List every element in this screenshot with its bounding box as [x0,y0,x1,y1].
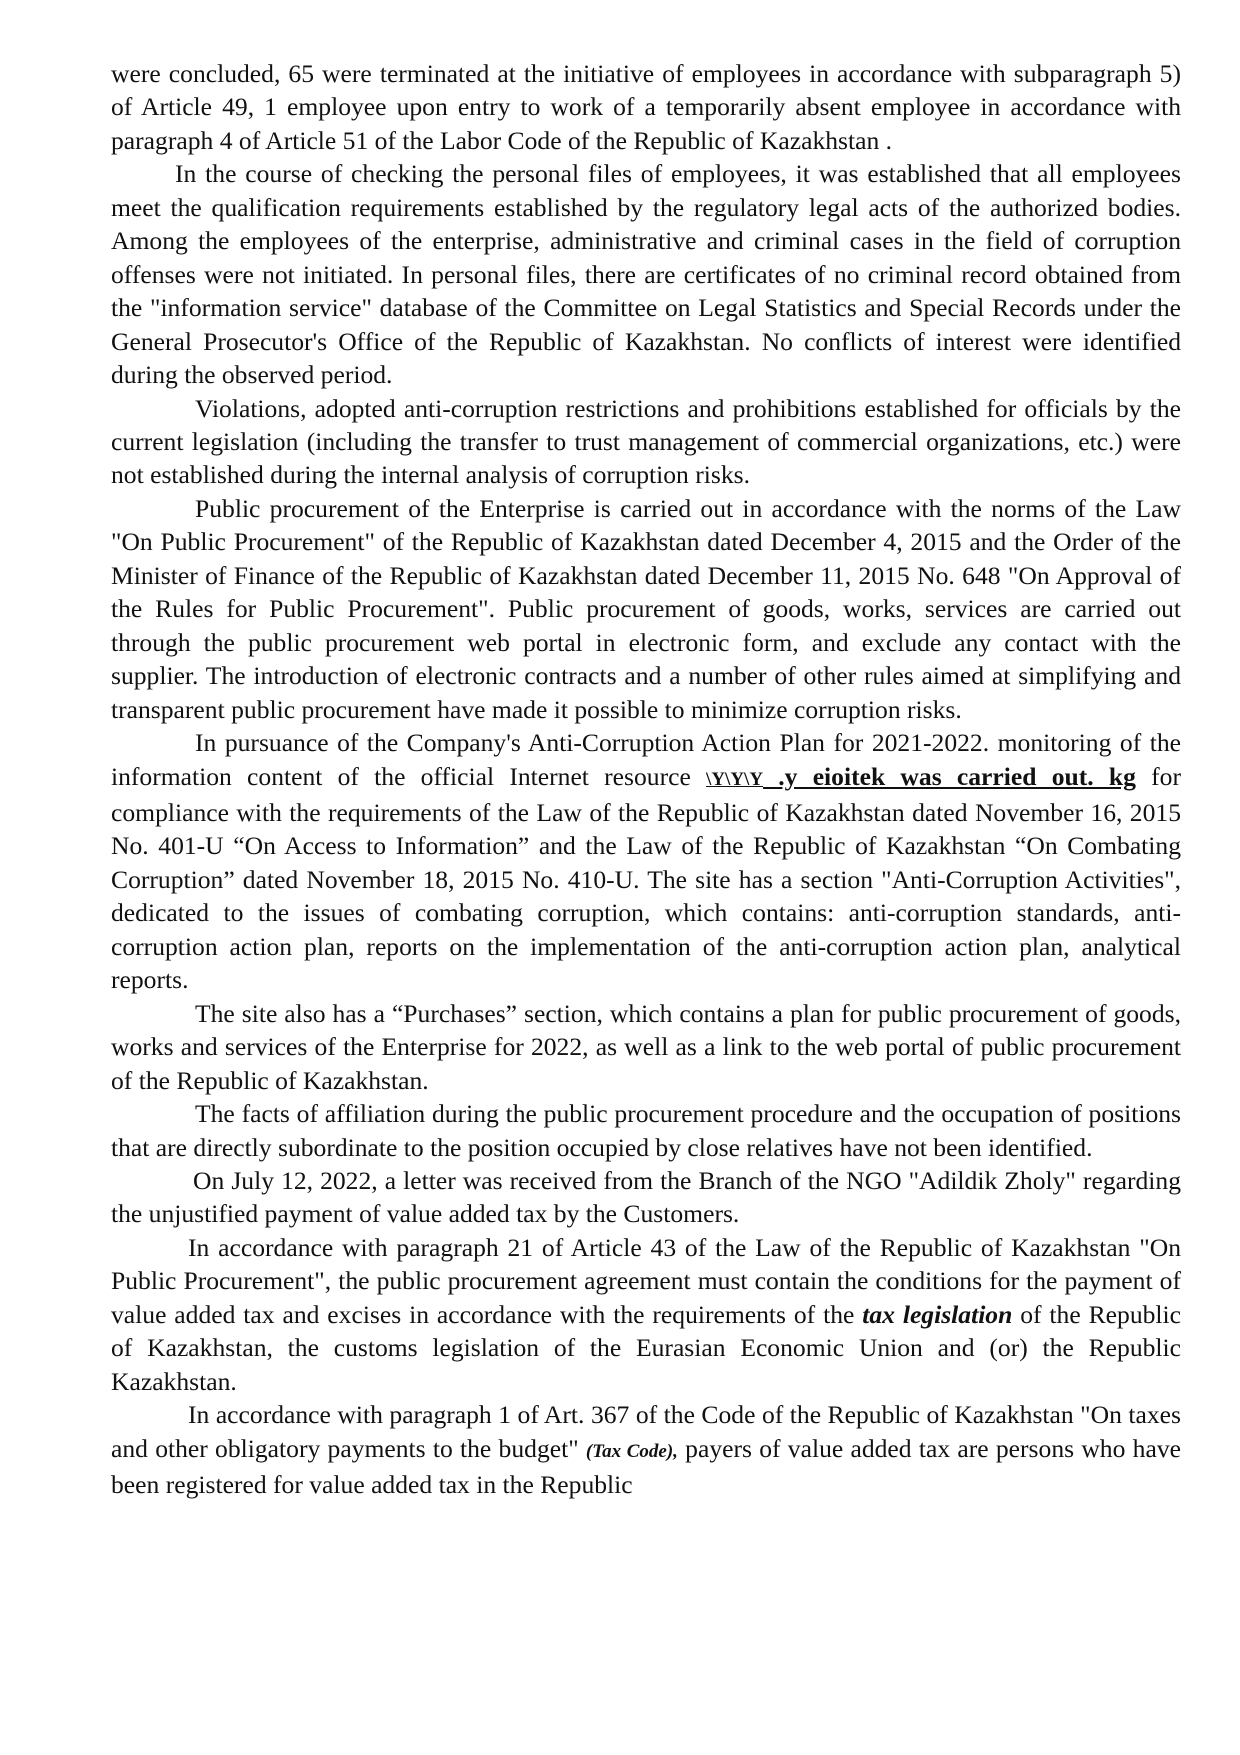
paragraph-website-monitoring [111,726,1181,997]
paragraph-ngo-letter: On July 12, 2022, a letter was received from the Branch of the NGO "Adildik Zholy" regarding the unjustified payment of value added tax by the Customers. [111,1165,1181,1229]
paragraph-procurement-agreement [111,1231,1181,1398]
paragraph-violations: Violations, adopted anti-corruption restrictions and prohibitions established for officials by the current legislation (including the transfer to trust management of commercial organizations, etc.) were not established during the internal analysis of corruption risks. [111,393,1181,490]
paragraph-purchases-section: The site also has a “Purchases” section, which contains a plan for public procurement of goods, works and services of the Enterprise for 2022, as well as a link to the web portal of public procurement of the Republic of Kazakhstan. [111,998,1181,1095]
document-page [111,57,1181,1501]
website-link[interactable]: .y eioitek was carried out. kg [763,761,1136,791]
paragraph-terminations: were concluded, 65 were terminated at the initiative of employees in accordance with subparagraph 5) of Article 49, 1 employee upon entry to work of a temporarily absent employee in accordance with paragraph 4 of Article 51 of the Labor Code of the Republic of Kazakhstan . [111,59,1181,155]
website-link-prefix[interactable]: \Y\Y\Y [706,768,764,790]
procurement-agreement-text-after: of the Republic of Kazakhstan, the customs legislation of the Eurasian Economic Union and (or) the Republic Kazakhstan. [111,1299,1181,1396]
procurement-agreement-text-before: In accordance with paragraph 21 of Article 43 of the Law of the Republic of Kazakhstan "On Public Procurement", the public procurement agreement must contain the conditions for the payment of value added tax and excises in accordance with the requirements of the [111,1232,1181,1329]
paragraph-public-procurement: Public procurement of the Enterprise is carried out in accordance with the norms of the Law "On Public Procurement" of the Republic of Kazakhstan dated December 4, 2015 and the Order of the Minister of Finance of the Republic of Kazakhstan dated December 11, 2015 No. 648 "On Approval of the Rules for Public Procurement". Public procurement of goods, works, services are carried out through the public procurement web portal in electronic form, and exclude any contact with the supplier. The introduction of electronic contracts and a number of other rules aimed at simplifying and transparent public procurement have made it possible to minimize corruption risks. [111,493,1181,724]
website-monitoring-text-after: for compliance with the requirements of the Law of the Republic of Kazakhstan dated November 16, 2015 No. 401-U “On Access to Information” and the Law of the Republic of Kazakhstan “On Combating Corruption” dated November 18, 2015 No. 410-U. The site has a section "Anti-Corruption Activities", dedicated to the issues of combating corruption, which contains: anti-corruption standards, anti-corruption action plan, reports on the implementation of the anti-corruption action plan, analytical reports. [111,761,1181,995]
paragraph-affiliation: The facts of affiliation during the public procurement procedure and the occupation of positions that are directly subordinate to the position occupied by close relatives have not been identified. [111,1099,1181,1162]
tax-legislation-emphasis: tax legislation [862,1299,1013,1329]
paragraph-personal-files: In the course of checking the personal files of employees, it was established that all employees meet the qualification requirements established by the regulatory legal acts of the authorized bodies. Among the employees of the enterprise, administrative and criminal cases in the field of corruption offenses were not initiated. In personal files, there are certificates of no criminal record obtained from the "information service" database of the Committee on Legal Statistics and Special Records under the General Prosecutor's Office of the Republic of Kazakhstan. No conflicts of interest were identified during the observed period. [111,159,1181,390]
paragraph-vat-payers [111,1398,1181,1501]
tax-code-emphasis: (Tax Code), [585,1440,678,1462]
website-monitoring-text-before: In pursuance of the Company's Anti-Corruption Action Plan for 2021-2022. monitoring of the information content of the official Internet resource [111,728,1181,791]
vat-payers-text-after: payers of value added tax are persons who have been registered for value added tax in the Republic [111,1433,1181,1500]
vat-payers-text-before: In accordance with paragraph 1 of Art. 367 of the Code of the Republic of Kazakhstan "On taxes and other obligatory payments to the budget" [111,1400,1181,1463]
